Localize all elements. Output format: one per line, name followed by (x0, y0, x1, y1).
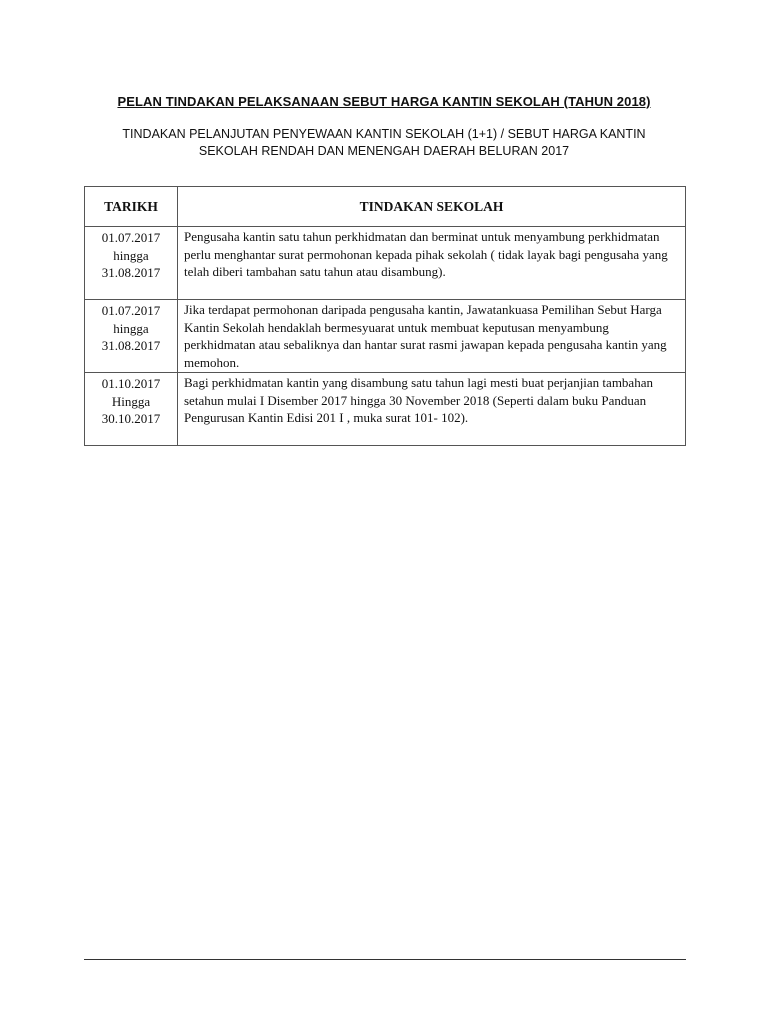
date-end: 31.08.2017 (101, 338, 161, 353)
action-plan-table (84, 186, 686, 446)
document-title: PELAN TINDAKAN PELAKSANAAN SEBUT HARGA KANTIN SEKOLAH (TAHUN 2018) (117, 94, 651, 109)
table-header-row (85, 187, 686, 227)
date-cell (85, 300, 178, 373)
footer-divider (84, 959, 686, 960)
date-cell (85, 227, 178, 300)
action-cell: Bagi perkhidmatan kantin yang disambung satu tahun lagi mesti buat perjanjian tambahan setahun mulai I Disember 2017 hingga 30 November 2018 (Seperti dalam buku Panduan Pengurusan Kantin Edisi 201 I , muka surat 101- 102). (178, 373, 686, 446)
action-cell: Pengusaha kantin satu tahun perkhidmatan dan berminat untuk menyambung perkhidmatan perlu menghantar surat permohonan kepada pihak sekolah ( tidak layak bagi pengusaha yang telah diberi tambahan satu tahun atau disambung). (178, 227, 686, 300)
action-cell: Jika terdapat permohonan daripada pengusaha kantin, Jawatankuasa Pemilihan Sebut Harga Kantin Sekolah hendaklah bermesyuarat untuk membuat keputusan menyambung perkhidmatan atau sebaliknya dan hantar surat rasmi jawapan kepada pengusaha kantin yang memohon. (178, 300, 686, 373)
table-row (85, 373, 686, 446)
header-action: TINDAKAN SEKOLAH (178, 187, 686, 227)
date-separator: Hingga (111, 393, 151, 409)
subtitle-line-1: TINDAKAN PELANJUTAN PENYEWAAN KANTIN SEKOLAH (1+1) / SEBUT HARGA KANTIN (122, 127, 646, 141)
date-start: 01.10.2017 (101, 376, 161, 391)
date-end: 31.08.2017 (101, 265, 161, 280)
header-date: TARIKH (85, 187, 178, 227)
subtitle-line-2: SEKOLAH RENDAH DAN MENENGAH DAERAH BELURAN 2017 (198, 144, 570, 158)
table-row (85, 227, 686, 300)
date-end: 30.10.2017 (101, 411, 161, 426)
date-cell (85, 373, 178, 446)
date-separator: hingga (113, 247, 149, 263)
date-start: 01.07.2017 (101, 230, 161, 245)
document-subtitle (90, 126, 678, 160)
date-start: 01.07.2017 (101, 303, 161, 318)
table-row (85, 300, 686, 373)
date-separator: hingga (113, 320, 149, 336)
